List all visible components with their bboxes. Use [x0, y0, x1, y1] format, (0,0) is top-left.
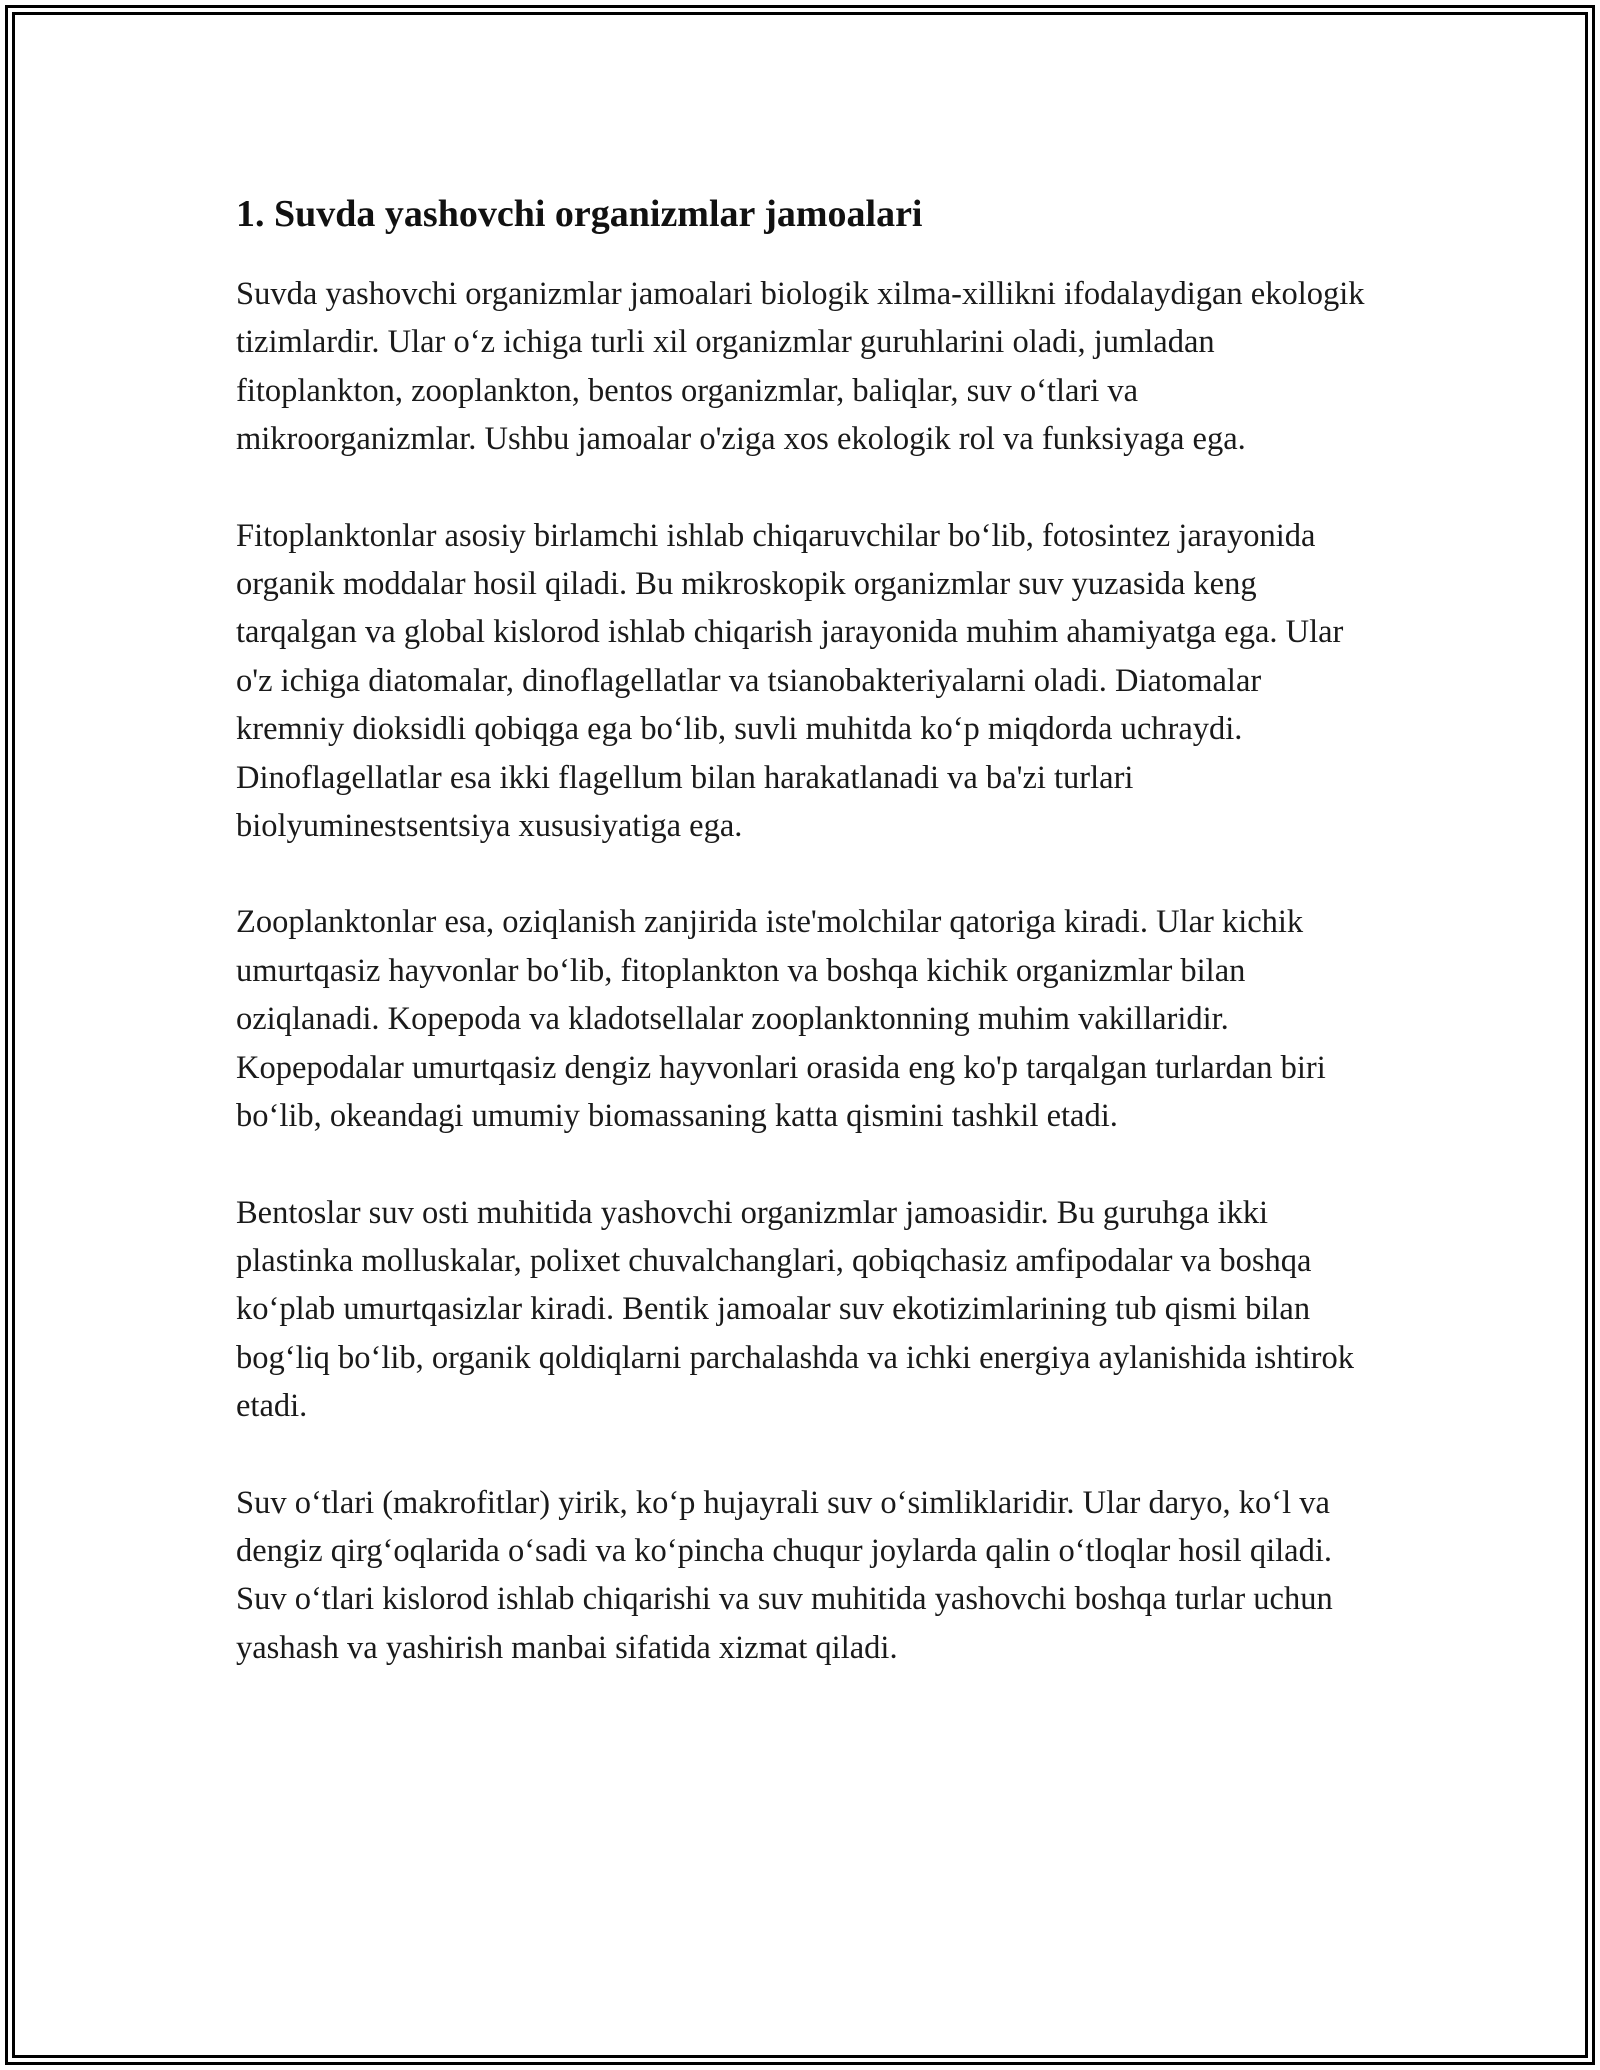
paragraph-zooplankton: Zooplanktonlar esa, oziqlanish zanjirida iste'molchilar qatoriga kiradi. Ular kichik umurtqasiz hayvonlar bo‘lib, fitoplankton va boshqa kichik organizmlar bilan oziqlanadi. Kopepoda va kladotsellalar zooplanktonning muhim vakillaridir. Kopepodalar umurtqasiz dengiz hayvonlari orasida eng ko'p tarqalgan turlardan biri bo‘lib, okeandagi umumiy biomassaning katta qismini tashkil etadi. [236, 904, 1326, 1135]
paragraph-phytoplankton: Fitoplanktonlar asosiy birlamchi ishlab chiqaruvchilar bo‘lib, fotosintez jarayonida organik moddalar hosil qiladi. Bu mikroskopik organizmlar suv yuzasida keng tarqalgan va global kislorod ishlab chiqarish jarayonida muhim ahamiyatga ega. Ular o'z ichiga diatomalar, dinoflagellatlar va tsianobakteriyalarni oladi. Diatomalar kremniy dioksidli qobiqga ega bo‘lib, suvli muhitda ko‘p miqdorda uchraydi. Dinoflagellatlar esa ikki flagellum bilan harakatlanadi va ba'zi turlari biolyuminestsentsiya xususiyatiga ega. [236, 517, 1344, 845]
paragraph-intro: Suvda yashovchi organizmlar jamoalari biologik xilma-xillikni ifodalaydigan ekologik tizimlardir. Ular o‘z ichiga turli xil organizmlar guruhlarini oladi, jumladan fitoplankton, zooplankton, bentos organizmlar, baliqlar, suv o‘tlari va mikroorganizmlar. Ushbu jamoalar o'ziga xos ekologik rol va funksiyaga ega. [236, 276, 1365, 458]
document-body [236, 188, 1366, 1720]
paragraph-macrophytes: Suv o‘tlari (makrofitlar) yirik, ko‘p hujayrali suv o‘simliklaridir. Ular daryo, ko‘l va dengiz qirg‘oqlarida o‘sadi va ko‘pincha chuqur joylarda qalin o‘tloqlar hosil qiladi. Suv o‘tlari kislorod ishlab chiqarishi va suv muhitida yashovchi boshqa turlar uchun yashash va yashirish manbai sifatida xizmat qiladi. [236, 1484, 1333, 1666]
section-heading: 1. Suvda yashovchi organizmlar jamoalari [236, 193, 923, 235]
paragraph-benthos: Bentoslar suv osti muhitida yashovchi organizmlar jamoasidir. Bu guruhga ikki plastinka molluskalar, polixet chuvalchanglari, qobiqchasiz amfipodalar va boshqa ko‘plab umurtqasizlar kiradi. Bentik jamoalar suv ekotizimlarining tub qismi bilan bog‘liq bo‘lib, organik qoldiqlarni parchalashda va ichki energiya aylanishida ishtirok etadi. [236, 1194, 1354, 1425]
